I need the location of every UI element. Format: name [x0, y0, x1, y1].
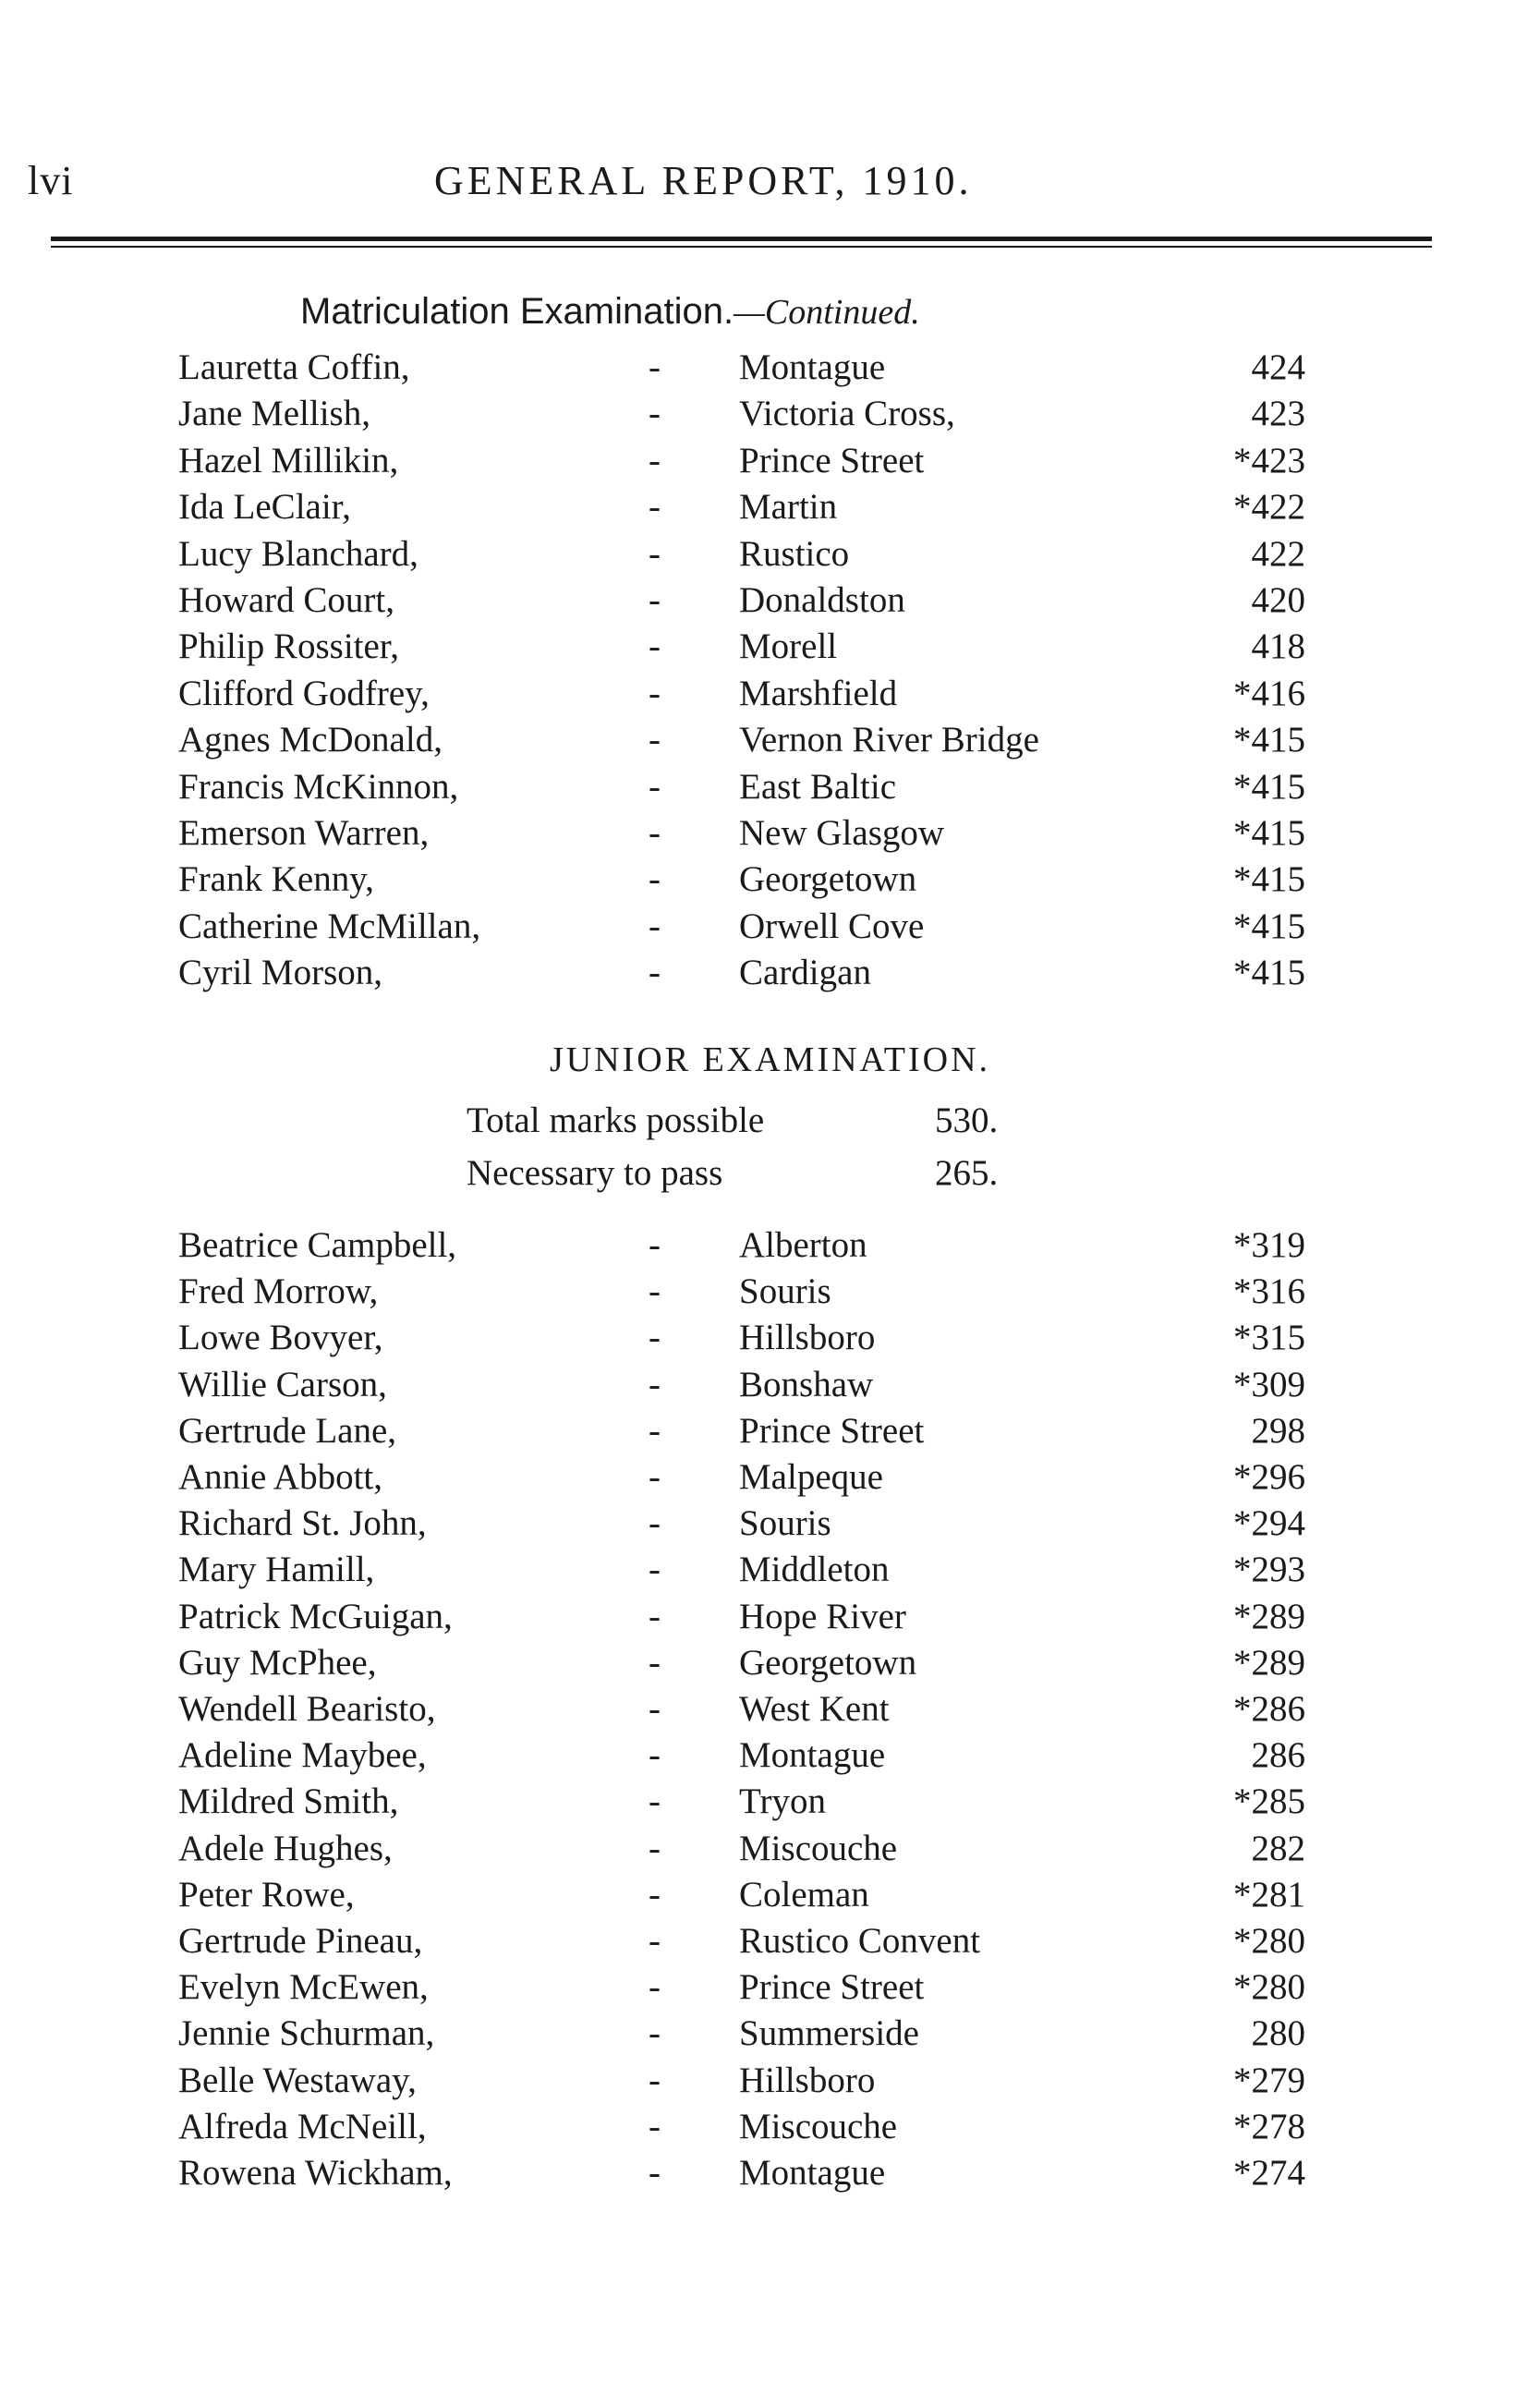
dash-separator: -	[649, 1735, 661, 1776]
student-row	[0, 1410, 1540, 1456]
dash-separator: -	[649, 720, 661, 760]
student-mark: 424	[1251, 347, 1305, 387]
student-name: Hazel Millikin,	[178, 440, 399, 480]
page-number: lvi	[28, 158, 74, 203]
student-mark: 422	[1251, 533, 1305, 574]
student-place: Middleton	[739, 1550, 890, 1590]
student-place: Orwell Cove	[739, 906, 925, 946]
student-mark: *281	[1233, 1874, 1305, 1915]
student-mark: *422	[1233, 487, 1305, 528]
student-mark: *289	[1233, 1596, 1305, 1636]
student-place: Rustico	[739, 533, 850, 574]
dash-separator: -	[649, 1781, 661, 1822]
student-name: Patrick McGuigan,	[178, 1596, 453, 1636]
student-name: Gertrude Pineau,	[178, 1921, 423, 1961]
student-place: Souris	[739, 1271, 831, 1312]
student-place: Prince Street	[739, 1967, 925, 2008]
total-marks-value: 530.	[935, 1100, 999, 1140]
student-place: Summerside	[739, 2013, 919, 2054]
dash-separator: -	[649, 2106, 661, 2146]
student-row	[0, 2152, 1540, 2198]
student-mark: *415	[1233, 953, 1305, 993]
student-mark: *293	[1233, 1550, 1305, 1590]
student-place: Coleman	[739, 1874, 869, 1915]
student-mark: 282	[1251, 1828, 1305, 1868]
student-row	[0, 1456, 1540, 1502]
student-name: Willie Carson,	[178, 1364, 387, 1404]
student-mark: 298	[1251, 1410, 1305, 1451]
student-mark: *415	[1233, 766, 1305, 807]
student-name: Lauretta Coffin,	[178, 347, 410, 387]
dash-separator: -	[649, 1967, 661, 2008]
student-name: Catherine McMillan,	[178, 906, 481, 946]
student-row	[0, 393, 1540, 439]
dash-separator: -	[649, 1503, 661, 1544]
student-row	[0, 2060, 1540, 2106]
student-place: West Kent	[739, 1689, 890, 1729]
dash-separator: -	[649, 1689, 661, 1729]
student-name: Francis McKinnon,	[178, 766, 459, 807]
student-row	[0, 440, 1540, 486]
student-row	[0, 1781, 1540, 1827]
student-row	[0, 1642, 1540, 1688]
student-mark: *415	[1233, 859, 1305, 900]
student-name: Annie Abbott,	[178, 1457, 382, 1497]
student-place: Marshfield	[739, 673, 898, 713]
student-name: Guy McPhee,	[178, 1642, 377, 1683]
dash-separator: -	[649, 2153, 661, 2193]
student-place: Tryon	[739, 1781, 826, 1822]
student-mark: *296	[1233, 1457, 1305, 1497]
student-place: New Glasgow	[739, 813, 945, 853]
dash-separator: -	[649, 347, 661, 387]
dash-separator: -	[649, 1410, 661, 1451]
total-marks-label: Total marks possible	[467, 1100, 765, 1140]
student-mark: *415	[1233, 720, 1305, 760]
student-name: Richard St. John,	[178, 1503, 427, 1544]
student-row	[0, 1734, 1540, 1781]
matriculation-heading	[300, 291, 920, 333]
student-row	[0, 1966, 1540, 2012]
student-place: Martin	[739, 487, 838, 528]
student-name: Mary Hamill,	[178, 1550, 375, 1590]
student-mark: *309	[1233, 1364, 1305, 1404]
dash-separator: -	[649, 673, 661, 713]
header-rule-thin	[51, 246, 1432, 248]
student-name: Howard Court,	[178, 580, 394, 620]
student-name: Belle Westaway,	[178, 2060, 417, 2100]
header-rule-thick	[51, 237, 1432, 241]
student-row	[0, 579, 1540, 626]
dash-separator: -	[649, 906, 661, 946]
student-place: Bonshaw	[739, 1364, 874, 1404]
student-row	[0, 1688, 1540, 1734]
student-row	[0, 1596, 1540, 1642]
dash-separator: -	[649, 859, 661, 900]
student-row	[0, 1549, 1540, 1595]
dash-separator: -	[649, 1318, 661, 1358]
student-name: Gertrude Lane,	[178, 1410, 397, 1451]
student-place: Morell	[739, 626, 838, 667]
dash-separator: -	[649, 2060, 661, 2100]
junior-heading: JUNIOR EXAMINATION.	[549, 1040, 991, 1079]
dash-separator: -	[649, 953, 661, 993]
student-name: Fred Morrow,	[178, 1271, 379, 1312]
student-name: Peter Rowe,	[178, 1874, 355, 1915]
student-mark: *285	[1233, 1781, 1305, 1822]
student-place: Hillsboro	[739, 2060, 876, 2100]
dash-separator: -	[649, 1225, 661, 1265]
student-place: Malpeque	[739, 1457, 883, 1497]
student-mark: *423	[1233, 440, 1305, 480]
dash-separator: -	[649, 580, 661, 620]
student-place: Montague	[739, 347, 886, 387]
student-place: Alberton	[739, 1225, 867, 1265]
dash-separator: -	[649, 2013, 661, 2054]
dash-separator: -	[649, 1457, 661, 1497]
student-row	[0, 1364, 1540, 1410]
student-name: Beatrice Campbell,	[178, 1225, 457, 1265]
continued-note: —Continued.	[734, 293, 920, 332]
student-name: Agnes McDonald,	[178, 720, 443, 760]
student-mark: 420	[1251, 580, 1305, 620]
student-mark: *315	[1233, 1318, 1305, 1358]
dash-separator: -	[649, 1828, 661, 1868]
dash-separator: -	[649, 487, 661, 528]
student-mark: *289	[1233, 1642, 1305, 1683]
student-name: Cyril Morson,	[178, 953, 383, 993]
student-mark: 423	[1251, 394, 1305, 434]
student-mark: *286	[1233, 1689, 1305, 1729]
student-row	[0, 346, 1540, 393]
student-place: Rustico Convent	[739, 1921, 981, 1961]
student-row	[0, 673, 1540, 719]
dash-separator: -	[649, 1550, 661, 1590]
student-mark: *415	[1233, 813, 1305, 853]
student-row	[0, 1920, 1540, 1966]
student-mark: *279	[1233, 2060, 1305, 2100]
student-row	[0, 1317, 1540, 1363]
student-place: Montague	[739, 1735, 886, 1776]
student-place: Cardigan	[739, 953, 871, 993]
student-row	[0, 1828, 1540, 1874]
dash-separator: -	[649, 813, 661, 853]
student-name: Mildred Smith,	[178, 1781, 399, 1822]
student-mark: *294	[1233, 1503, 1305, 1544]
dash-separator: -	[649, 626, 661, 667]
student-row	[0, 1874, 1540, 1920]
student-row	[0, 952, 1540, 998]
student-name: Lucy Blanchard,	[178, 533, 418, 574]
dash-separator: -	[649, 1921, 661, 1961]
student-mark: 280	[1251, 2013, 1305, 2054]
dash-separator: -	[649, 1271, 661, 1312]
student-mark: *274	[1233, 2153, 1305, 2193]
student-name: Jennie Schurman,	[178, 2013, 435, 2054]
student-name: Lowe Bovyer,	[178, 1318, 383, 1358]
student-row	[0, 486, 1540, 532]
dash-separator: -	[649, 440, 661, 480]
dash-separator: -	[649, 1596, 661, 1636]
student-place: Miscouche	[739, 2106, 898, 2146]
dash-separator: -	[649, 1364, 661, 1404]
student-name: Wendell Bearisto,	[178, 1689, 436, 1729]
student-row	[0, 719, 1540, 765]
student-row	[0, 626, 1540, 672]
student-row	[0, 1224, 1540, 1270]
pass-marks-value: 265.	[935, 1153, 999, 1193]
student-place: Georgetown	[739, 1642, 917, 1683]
student-name: Emerson Warren,	[178, 813, 430, 853]
student-name: Ida LeClair,	[178, 487, 351, 528]
student-name: Adele Hughes,	[178, 1828, 393, 1868]
student-mark: 286	[1251, 1735, 1305, 1776]
student-name: Rowena Wickham,	[178, 2153, 453, 2193]
student-row	[0, 1270, 1540, 1317]
student-name: Evelyn McEwen,	[178, 1967, 429, 2008]
dash-separator: -	[649, 533, 661, 574]
student-name: Philip Rossiter,	[178, 626, 399, 667]
pass-marks-label: Necessary to pass	[467, 1153, 723, 1193]
student-name: Adeline Maybee,	[178, 1735, 427, 1776]
student-place: Vernon River Bridge	[739, 720, 1039, 760]
student-mark: *280	[1233, 1921, 1305, 1961]
student-mark: *319	[1233, 1225, 1305, 1265]
matriculation-heading-text: Matriculation Examination.	[300, 291, 734, 332]
dash-separator: -	[649, 1874, 661, 1915]
student-place: Prince Street	[739, 1410, 925, 1451]
student-mark: *278	[1233, 2106, 1305, 2146]
student-name: Jane Mellish,	[178, 394, 370, 434]
student-row	[0, 533, 1540, 579]
student-row	[0, 2012, 1540, 2059]
student-place: Miscouche	[739, 1828, 898, 1868]
student-place: Donaldston	[739, 580, 905, 620]
student-mark: *415	[1233, 906, 1305, 946]
student-place: Hillsboro	[739, 1318, 876, 1358]
student-row	[0, 2106, 1540, 2152]
student-mark: *280	[1233, 1967, 1305, 2008]
student-mark: 418	[1251, 626, 1305, 667]
running-title: GENERAL REPORT, 1910.	[434, 158, 973, 203]
student-mark: *416	[1233, 673, 1305, 713]
dash-separator: -	[649, 766, 661, 807]
student-row	[0, 906, 1540, 952]
student-place: Prince Street	[739, 440, 925, 480]
dash-separator: -	[649, 1642, 661, 1683]
student-row	[0, 1502, 1540, 1549]
student-place: Souris	[739, 1503, 831, 1544]
student-mark: *316	[1233, 1271, 1305, 1312]
student-name: Clifford Godfrey,	[178, 673, 430, 713]
student-row	[0, 812, 1540, 858]
student-place: Georgetown	[739, 859, 917, 900]
student-name: Frank Kenny,	[178, 859, 374, 900]
student-row	[0, 766, 1540, 812]
student-place: Victoria Cross,	[739, 394, 955, 434]
student-place: East Baltic	[739, 766, 897, 807]
dash-separator: -	[649, 394, 661, 434]
student-name: Alfreda McNeill,	[178, 2106, 427, 2146]
student-place: Montague	[739, 2153, 886, 2193]
student-row	[0, 858, 1540, 905]
student-place: Hope River	[739, 1596, 906, 1636]
